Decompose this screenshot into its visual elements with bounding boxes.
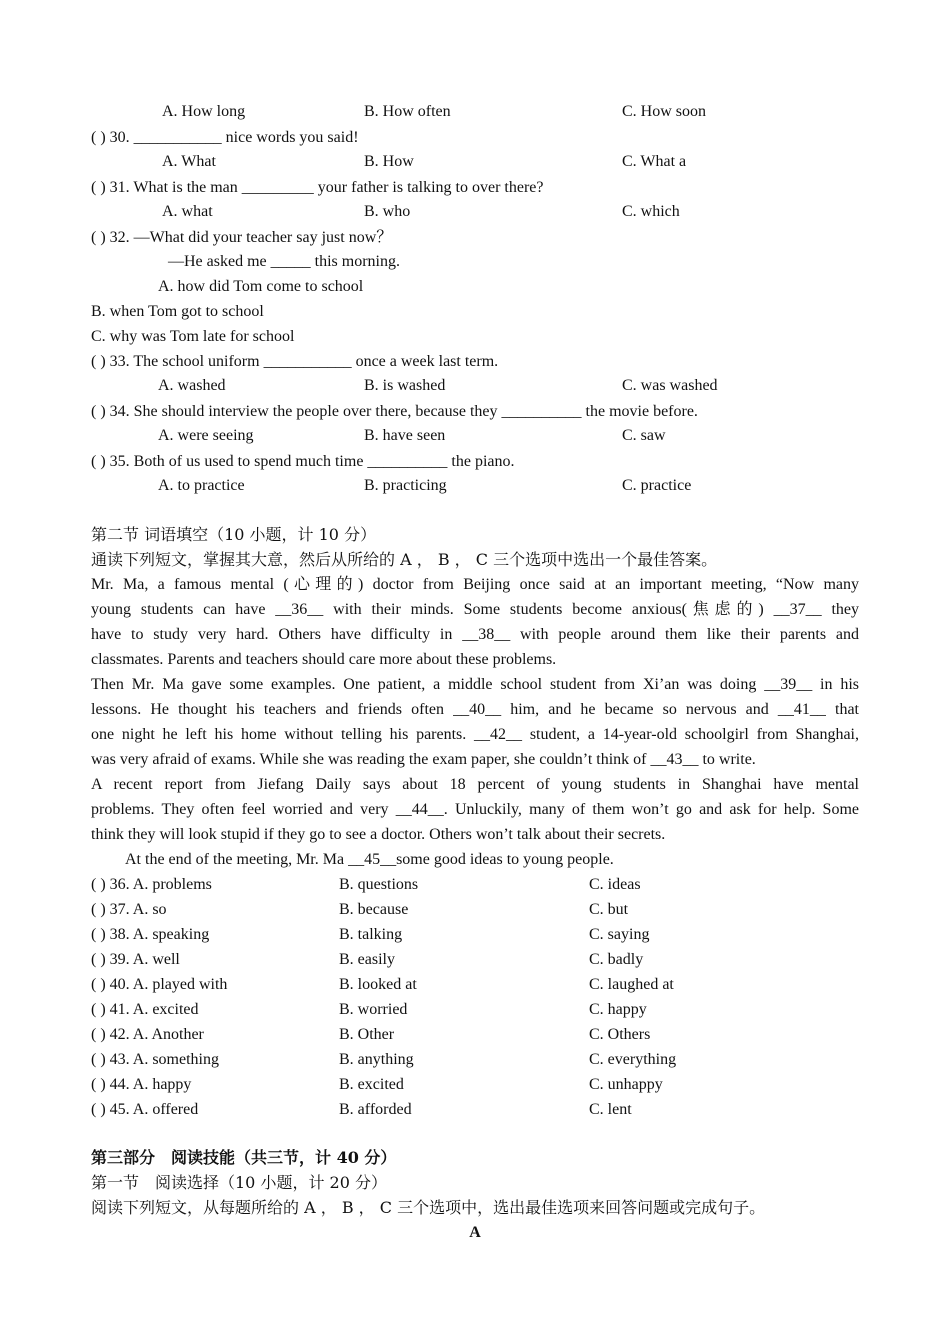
cloze-q43-c: C. everything <box>589 1051 677 1068</box>
cloze-q38-a: ( ) 38. A. speaking <box>91 926 210 943</box>
cloze-q37-a: ( ) 37. A. so <box>91 901 167 918</box>
cloze-q36-b: B. questions <box>339 876 419 893</box>
passage-line-6: lessons. He thought his teachers and friends often __40__ him, and he became so nervous and __41__ that <box>91 701 859 718</box>
passage-line-3: have to study very hard. Others have difficulty in __38__ with people around them like their parents and <box>91 626 859 643</box>
cloze-q44-c: C. unhappy <box>589 1076 663 1093</box>
q33-option-c: C. was washed <box>622 377 718 394</box>
q31-option-b: B. who <box>364 203 411 220</box>
part3-instruction: 阅读下列短文，从每题所给的 A ， B ， C 三个选项中，选出最佳选项来回答问题或完成句子。 <box>91 1198 766 1217</box>
q31-option-c: C. which <box>622 203 680 220</box>
cloze-q45-b: B. afforded <box>339 1101 412 1118</box>
q30-option-a: A. What <box>162 153 216 170</box>
cloze-q45-c: C. lent <box>589 1101 632 1118</box>
cloze-q45-a: ( ) 45. A. offered <box>91 1101 199 1118</box>
q32-option-c: C. why was Tom late for school <box>91 328 295 345</box>
q33-option-b: B. is washed <box>364 377 446 394</box>
cloze-q44-a: ( ) 44. A. happy <box>91 1076 192 1093</box>
passage-line-8: was very afraid of exams. While she was reading the exam paper, she couldn’t think of __43__ to write. <box>91 751 756 768</box>
q30-stem: ( ) 30. ___________ nice words you said! <box>91 129 359 146</box>
q34-option-a: A. were seeing <box>158 427 254 444</box>
q35-option-a: A. to practice <box>158 477 245 494</box>
cloze-q40-a: ( ) 40. A. played with <box>91 976 228 993</box>
q32-option-b: B. when Tom got to school <box>91 303 264 320</box>
cloze-q43-a: ( ) 43. A. something <box>91 1051 219 1068</box>
cloze-q39-a: ( ) 39. A. well <box>91 951 180 968</box>
q34-option-b: B. have seen <box>364 427 446 444</box>
cloze-q39-c: C. badly <box>589 951 644 968</box>
q35-option-c: C. practice <box>622 477 692 494</box>
cloze-q36-c: C. ideas <box>589 876 641 893</box>
q29-option-c: C. How soon <box>622 103 707 120</box>
q35-stem: ( ) 35. Both of us used to spend much time __________ the piano. <box>91 453 515 470</box>
passage-line-7: one night he left his home without telling his parents. __42__ student, a 14-year-old schoolgirl from Shanghai, <box>91 726 859 743</box>
q33-stem: ( ) 33. The school uniform ___________ once a week last term. <box>91 353 499 370</box>
cloze-q43-b: B. anything <box>339 1051 414 1068</box>
passage-line-9: A recent report from Jiefang Daily says about 18 percent of young students in Shanghai have mental <box>91 776 859 793</box>
q34-stem: ( ) 34. She should interview the people over there, because they __________ the movie before. <box>91 403 698 420</box>
passage-line-2: young students can have __36__ with their minds. Some students become anxious(焦虑的) __37__ they <box>91 601 859 618</box>
cloze-q38-c: C. saying <box>589 926 650 943</box>
passage-line-4: classmates. Parents and teachers should care more about these problems. <box>91 651 557 668</box>
q29-option-b: B. How often <box>364 103 451 120</box>
passage-line-5: Then Mr. Ma gave some examples. One patient, a middle school student from Xi’an was doing __39__ in his <box>91 676 859 693</box>
q33-option-a: A. washed <box>158 377 226 394</box>
section2-instruction: 通读下列短文，掌握其大意，然后从所给的 A ， B ， C 三个选项中选出一个最佳答案。 <box>91 550 718 569</box>
cloze-q37-c: C. but <box>589 901 629 918</box>
q31-stem: ( ) 31. What is the man _________ your father is talking to over there? <box>91 179 544 196</box>
cloze-q39-b: B. easily <box>339 951 395 968</box>
cloze-q40-b: B. looked at <box>339 976 417 993</box>
q29-option-a: A. How long <box>162 103 246 120</box>
cloze-q42-b: B. Other <box>339 1026 395 1043</box>
q32-stem: ( ) 32. —What did your teacher say just now？ <box>91 229 393 246</box>
q35-option-b: B. practicing <box>364 477 447 494</box>
cloze-q37-b: B. because <box>339 901 409 918</box>
part3-sub-heading: 第一节 阅读选择（10 小题，计 20 分） <box>91 1173 387 1192</box>
cloze-q38-b: B. talking <box>339 926 403 943</box>
section2-heading: 第二节 词语填空（10 小题，计 10 分） <box>91 525 377 544</box>
q32-stem-reply: —He asked me _____ this morning. <box>168 253 400 270</box>
cloze-q41-a: ( ) 41. A. excited <box>91 1001 199 1018</box>
passage-line-10: problems. They often feel worried and very __44__. Unluckily, many of them won’t go and ask for help. Some <box>91 801 859 818</box>
cloze-q42-a: ( ) 42. A. Another <box>91 1026 204 1043</box>
q34-option-c: C. saw <box>622 427 666 444</box>
passage-line-12: At the end of the meeting, Mr. Ma __45__some good ideas to young people. <box>125 851 614 868</box>
cloze-q40-c: C. laughed at <box>589 976 674 993</box>
part3-heading: 第三部分 阅读技能（共三节，计 40 分） <box>91 1148 397 1167</box>
passage-line-1: Mr. Ma, a famous mental (心理的) doctor from Beijing once said at an important meeting, “Now many <box>91 576 859 593</box>
q31-option-a: A. what <box>162 203 213 220</box>
cloze-q44-b: B. excited <box>339 1076 404 1093</box>
cloze-q41-c: C. happy <box>589 1001 647 1018</box>
q30-option-b: B. How <box>364 153 414 170</box>
passage-label: A <box>469 1224 481 1241</box>
q30-option-c: C. What a <box>622 153 687 170</box>
q32-option-a: A. how did Tom come to school <box>158 278 364 295</box>
cloze-q42-c: C. Others <box>589 1026 651 1043</box>
passage-line-11: think they will look stupid if they go to see a doctor. Others won’t talk about their secrets. <box>91 826 666 843</box>
cloze-q41-b: B. worried <box>339 1001 408 1018</box>
cloze-q36-a: ( ) 36. A. problems <box>91 876 212 893</box>
